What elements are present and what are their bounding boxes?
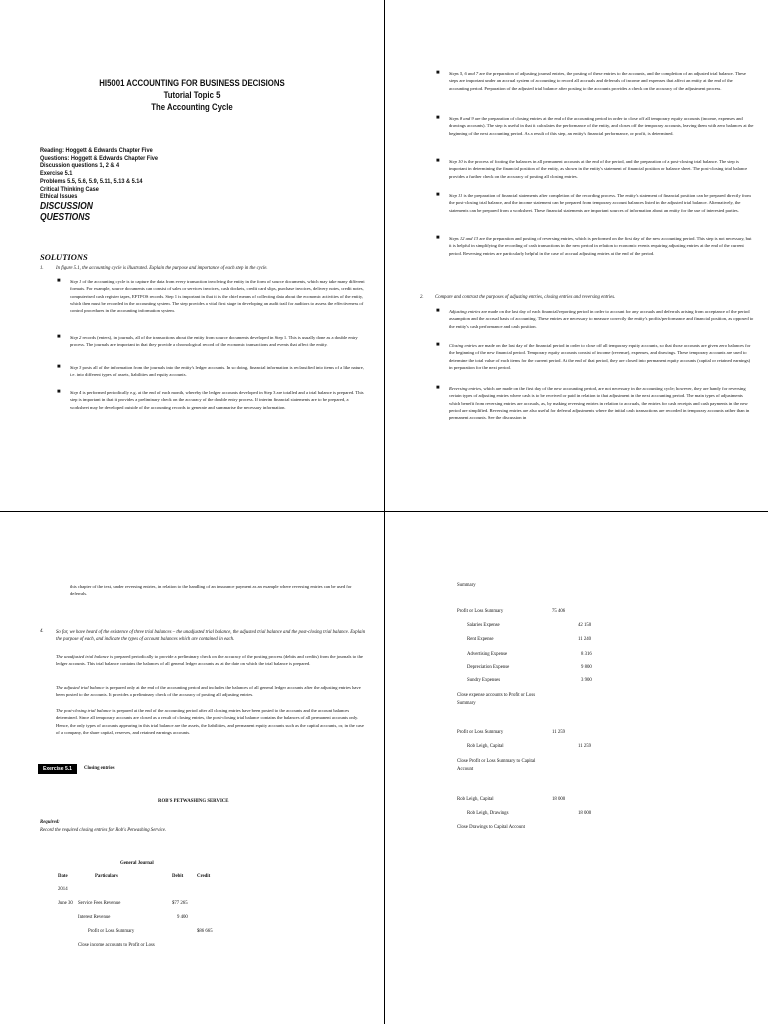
ledger-row-12-credit: 18 000 [578,811,592,816]
required-label: Required: [40,820,60,825]
adjusting-entries-lead: Adjusting entries [449,309,481,314]
question-2-text: Compare and contrast the purposes of adjusting entries, closing entries and reversing entries. [435,295,616,300]
reversing-entries-text: , which are made on the first day of the new accounting period, are not necessary in the accounting cycle; however, they are handy for reversing certain types of adjusting entries where cash is to be received or paid in relation to that adjustment in the next accounting period. The main types of adjustments which benefit from reversing entries are accruals, as, by making reversing entries in relation to accruals, the entries for cash receipts and cash payments in the new period are simplified. Reversing entries are also useful for deferral adjustments where the initial cash transactions are recorded in temporary accounts rather than in permanent accounts. See the discussion in [449,386,750,421]
unadjusted-lead: The unadjusted trial balance [56,654,109,659]
ledger-row-9-credit: 11 259 [578,744,592,749]
title-line-1: HI5001 ACCOUNTING FOR BUSINESS DECISIONS [99,78,285,89]
ledger-row-11-debit: 18 000 [552,797,566,802]
step-11-lead: Step 11 [449,193,463,198]
steps-5-7-text: are the preparation of adjusting journal entries, the posting of these entries to the accounts, and the completion of an adjusted trial balance. These steps are important under an accrual system of accounting to record all accruals and deferrals of income and expenses that affect an entity at the end of the accounting period. Preparation of the adjusted trial balance after posting to the accounts provides a check on the accuracy of the adjustment process. [449,71,746,91]
col-particulars: Particulars [95,874,118,879]
heading-discussion: DISCUSSION [40,200,93,212]
ledger-row-3-particulars: Rent Expense [467,637,494,642]
bullet-icon: ■ [436,308,440,314]
steps-8-9-item [436,115,754,137]
ledger-row-4-particulars: Advertising Expense [467,652,508,657]
ledger-row-12-particulars: Rob Leigh, Drawings [467,811,509,816]
step-2-lead: Step 2 [70,335,82,340]
ledger-row-6-particulars: Sundry Expenses [467,678,501,683]
ledger-row-2-particulars: Salaries Expense [467,623,500,628]
reversing-entries-lead: Reversing entries [449,386,482,391]
step-11-text: is the preparation of financial statements after completion of the recording process. The entity's statement of financial position can be prepared directly from the post-closing trial balance, and the income statement can be prepared from temporary account balances listed in the adjusted trial balance. Alternatively, the statements can be prepared from a worksheet. These financial statements are important sources of information about an entity for the use of interested parties. [449,193,751,213]
title-line-3: The Accounting Cycle [151,102,233,113]
post-closing-text: is prepared at the end of the accounting period after all closing entries have been posted to the accounts and the account balances determined. Since all temporary accounts are closed as a result of closing entries, the post-closing trial balance contains the balances of all permanent accounts only. Hence, the only types of accounts appearing in this trial balance are the assets, the liabilities, and permanent equity accounts such as the capital accounts, or, in the case of a company, the share capital, reserves, and retained earnings accounts. [56,708,364,735]
journal-row-2-debit: 9 400 [177,915,188,920]
step-1-item [57,278,365,314]
step-3-text: posts all of the information from the journals into the entity's ledger accounts. In so doing, financial information is reclassified into items of a like nature, i.e. into different types of assets, liabilities and equity accounts. [70,365,364,378]
document-title [35,78,350,114]
step-3-item [57,364,365,379]
meta-discussion: Discussion questions 1, 2 & 4 [40,162,120,170]
ledger-row-9-particulars: Rob Leigh, Capital [467,744,504,749]
closing-entries-text: are made on the last day of the financial period in order to close off all temporary equity accounts, so that those accounts are given zero balances for the beginning of the new financial period. Temporary equity accounts consist of income (revenue), expenses, and drawings. These temporary accounts are used to determine the total value of each items for the current period. At the end of that period, they are closed into permanent equity accounts (capital or retained earnings) in preparation for the next period. [449,343,751,370]
step-11-item [436,192,754,214]
page-1 [0,0,384,511]
unadjusted-trial-balance-para [56,653,368,668]
question-1-text: In figure 5.1, the accounting cycle is illustrated. Explain the purpose and importance of each step in the cycle. [56,266,268,271]
closing-entries-item [436,342,754,371]
journal-row-1-particulars: Service Fees Revenue [78,901,121,906]
step-4-item [57,389,365,411]
post-closing-lead: The post-closing trial balance [56,708,112,713]
ledger-row-1-particulars: Profit or Loss Summary [457,609,504,614]
steps-5-7-item [436,70,754,92]
exercise-badge: Exercise 5.1 [38,764,77,774]
col-credit: Credit [197,874,211,879]
page-2 [385,0,768,511]
journal-row-4-particulars: Close income accounts to Profit or Loss [78,943,155,948]
meta-exercise: Exercise 5.1 [40,170,73,178]
ledger-row-4-credit: 8 316 [581,652,592,657]
closing-entries-lead: Closing entries [449,343,477,348]
journal-year: 2014 [58,887,68,892]
col-debit: Debit [172,874,184,879]
reading-list [40,147,321,223]
page-3 [0,512,384,1024]
bullet-icon: ■ [436,115,440,121]
adjusting-entries-item [436,308,754,330]
summary-continued: Summary [457,583,476,588]
bullet-icon: ■ [57,334,61,340]
steps-12-13-text: are the preparation and posting of reversing entries, which is performed on the first day of the new accounting period. This step is not necessary, but it is helpful in simplifying the recording of cash transactions in the new period in relation to economic events requiring adjusting entries at the end of the current period. Reversing entries are particularly helpful in the case of accrual adjusting entries at the end of the period. [449,236,752,256]
journal-row-1-debit: $77 265 [172,901,188,906]
step-4-lead: Step 4 [70,390,82,395]
ledger-row-7-particulars: Close expense accounts to Profit or Loss Summary [457,693,536,706]
bullet-icon: ■ [436,235,440,241]
step-1-text: of the accounting cycle is to capture the data from every transaction involving the entity in the form of source documents, which may take many different formats. For example, source documents can consist of sales or services invoices, cash dockets, credit card slips, purchase invoices, delivery notes, credit notes, computerised cash register tapes, EFTPOS records. Step 1 is important in that it is the chief means of collecting data about the economic activities of the entity, which then must be recorded in the accounting system. The step provides a vital first stage in developing an audit trail for auditors to assess the effectiveness of control procedures in the accounting information system. [70,279,365,314]
steps-8-9-text: are the preparation of closing entries at the end of the accounting period in order to close off all temporary equity accounts (income, expenses and drawings accounts). The step is useful in that it calculates the performance of the entity, and closes off the temporary accounts, leaving them with zero balances at the beginning of the next accounting period. As a result of this step, an entity's financial performance, or profit, is determined. [449,116,754,136]
col-date: Date [58,874,68,879]
meta-questions: Questions: Hoggett & Edwards Chapter Five [40,154,159,162]
heading-questions: QUESTIONS [40,211,91,223]
ledger-row-6-credit: 3 900 [581,678,592,683]
bullet-icon: ■ [57,389,61,395]
meta-case: Critical Thinking Case [40,185,99,193]
steps-12-13-lead: Steps 12 and 13 [449,236,479,241]
bullet-icon: ■ [57,278,61,284]
question-4-number: 4. [40,629,44,634]
step-2-item [57,334,365,349]
question-4-text: So far, we have heard of the existence of three trial balances – the unadjusted trial balance, the adjusted trial balance and the post-closing trial balance. Explain the purpose of each, and indicate the types of account balances which are contained in each. [56,630,366,643]
step-4-text: is performed periodically e.g. at the end of each month, whereby the ledger accounts developed in Step 3 are totalled and a trial balance is prepared. This step is important in that it provides a preliminary check on the accuracy of the double entry process. If interim financial statements are to be prepared, a worksheet may be developed outside of the accounting records to generate and summarise the necessary information. [70,390,364,410]
ledger-row-10-particulars: Close Profit or Loss Summary to Capital Account [457,759,536,772]
bullet-icon: ■ [436,70,440,76]
journal-row-3-particulars: Profit or Loss Summary [88,929,135,934]
ledger-row-5-credit: 9 800 [581,665,592,670]
meta-reading: Reading: Hoggett & Edwards Chapter Five [40,147,153,154]
step-10-lead: Step 10 [449,159,463,164]
ledger-row-8-particulars: Profit or Loss Summary [457,730,504,735]
adjusting-entries-text: are made on the last day of each financial/reporting period in order to account for any accruals and deferrals arising from acceptance of the period assumption and the accrual basis of accounting. These entries are necessary to measure correctly the entity's profits/performance and financial position, as opposed to the entity's cash performance and cash position. [449,309,754,329]
bullet-icon: ■ [436,342,440,348]
heading-solutions: SOLUTIONS [40,252,88,262]
step-10-text: is the process of footing the balances in all permanent accounts at the end of the period, and the preparation of a post-closing trial balance. The step is important in determining the financial position of the entity, as shown in the entity's statement of financial position or balance sheet. The post-closing trial balance provides a further check on the accuracy of posting all closing entries. [449,159,748,179]
required-text: Record the required closing entries for Rob's Petwashing Service. [40,828,167,833]
ledger-row-2-credit: 42 150 [578,623,592,628]
bullet-icon: ■ [436,158,440,164]
exercise-title: Closing entries [84,766,115,771]
meta-ethical: Ethical Issues [40,193,78,201]
adjusted-text: is prepared only at the end of the accounting period and includes the balances of all general ledger accounts after the adjusting entries have been posted to the accounts. It provides a preliminary check of the accuracy of posting all adjusting entries. [56,685,361,698]
ledger-row-13-particulars: Close Drawings to Capital Account [457,825,525,830]
title-line-2: Tutorial Topic 5 [163,90,221,101]
post-closing-trial-balance-para [56,707,368,736]
ledger-row-5-particulars: Depreciation Expense [467,665,510,670]
bullet-icon: ■ [57,364,61,370]
steps-12-13-item [436,235,754,257]
unadjusted-text: is prepared periodically to provide a preliminary check on the accuracy of the posting process (debits and credits) from the journals to the ledger accounts. This trial balance contains the balances of all general ledger accounts as at the date on which the trial balance is prepared. [56,654,363,667]
bullet-icon: ■ [436,385,440,391]
step-3-lead: Step 3 [70,365,82,370]
meta-problems: Problems 5.5, 5.6, 5.9, 5.11, 5.13 & 5.14 [40,177,143,185]
adjusted-lead: The adjusted trial balance [56,685,105,690]
ledger-row-8-debit: 11 259 [552,730,566,735]
continued-text: this chapter of the text, under reversing entries, in relation to the handling of an insurance payment as an example where reversing entries can be used for deferrals. [70,584,352,597]
bullet-icon: ■ [436,192,440,198]
question-1-number: 1. [40,266,44,271]
steps-8-9-lead: Steps 8 and 9 [449,116,474,121]
company-name: ROB'S PETWASHING SERVICE [158,799,229,804]
adjusted-trial-balance-para [56,684,368,699]
step-10-item [436,158,754,180]
page-4 [385,512,768,1024]
journal-title: General Journal [120,861,154,866]
journal-row-1-date: June 30 [58,901,73,906]
step-2-text: records (enters), in journals, all of the transactions about the entity from source documents developed in Step 1. This is usually done as a double entry process. The journals are important in that they provide a chronological record of the economic transactions and events that affect the entity. [70,335,358,348]
journal-row-2-particulars: Interest Revenue [78,915,111,920]
ledger-row-3-credit: 11 240 [578,637,592,642]
step-1-lead: Step 1 [70,279,82,284]
question-2-number: 2. [420,295,424,300]
ledger-row-1-debit: 75 406 [552,609,566,614]
journal-row-3-credit: $86 665 [197,929,213,934]
steps-5-7-lead: Steps 5, 6 and 7 [449,71,479,76]
ledger-row-11-particulars: Rob Leigh, Capital [457,797,494,802]
reversing-entries-item [436,385,754,421]
